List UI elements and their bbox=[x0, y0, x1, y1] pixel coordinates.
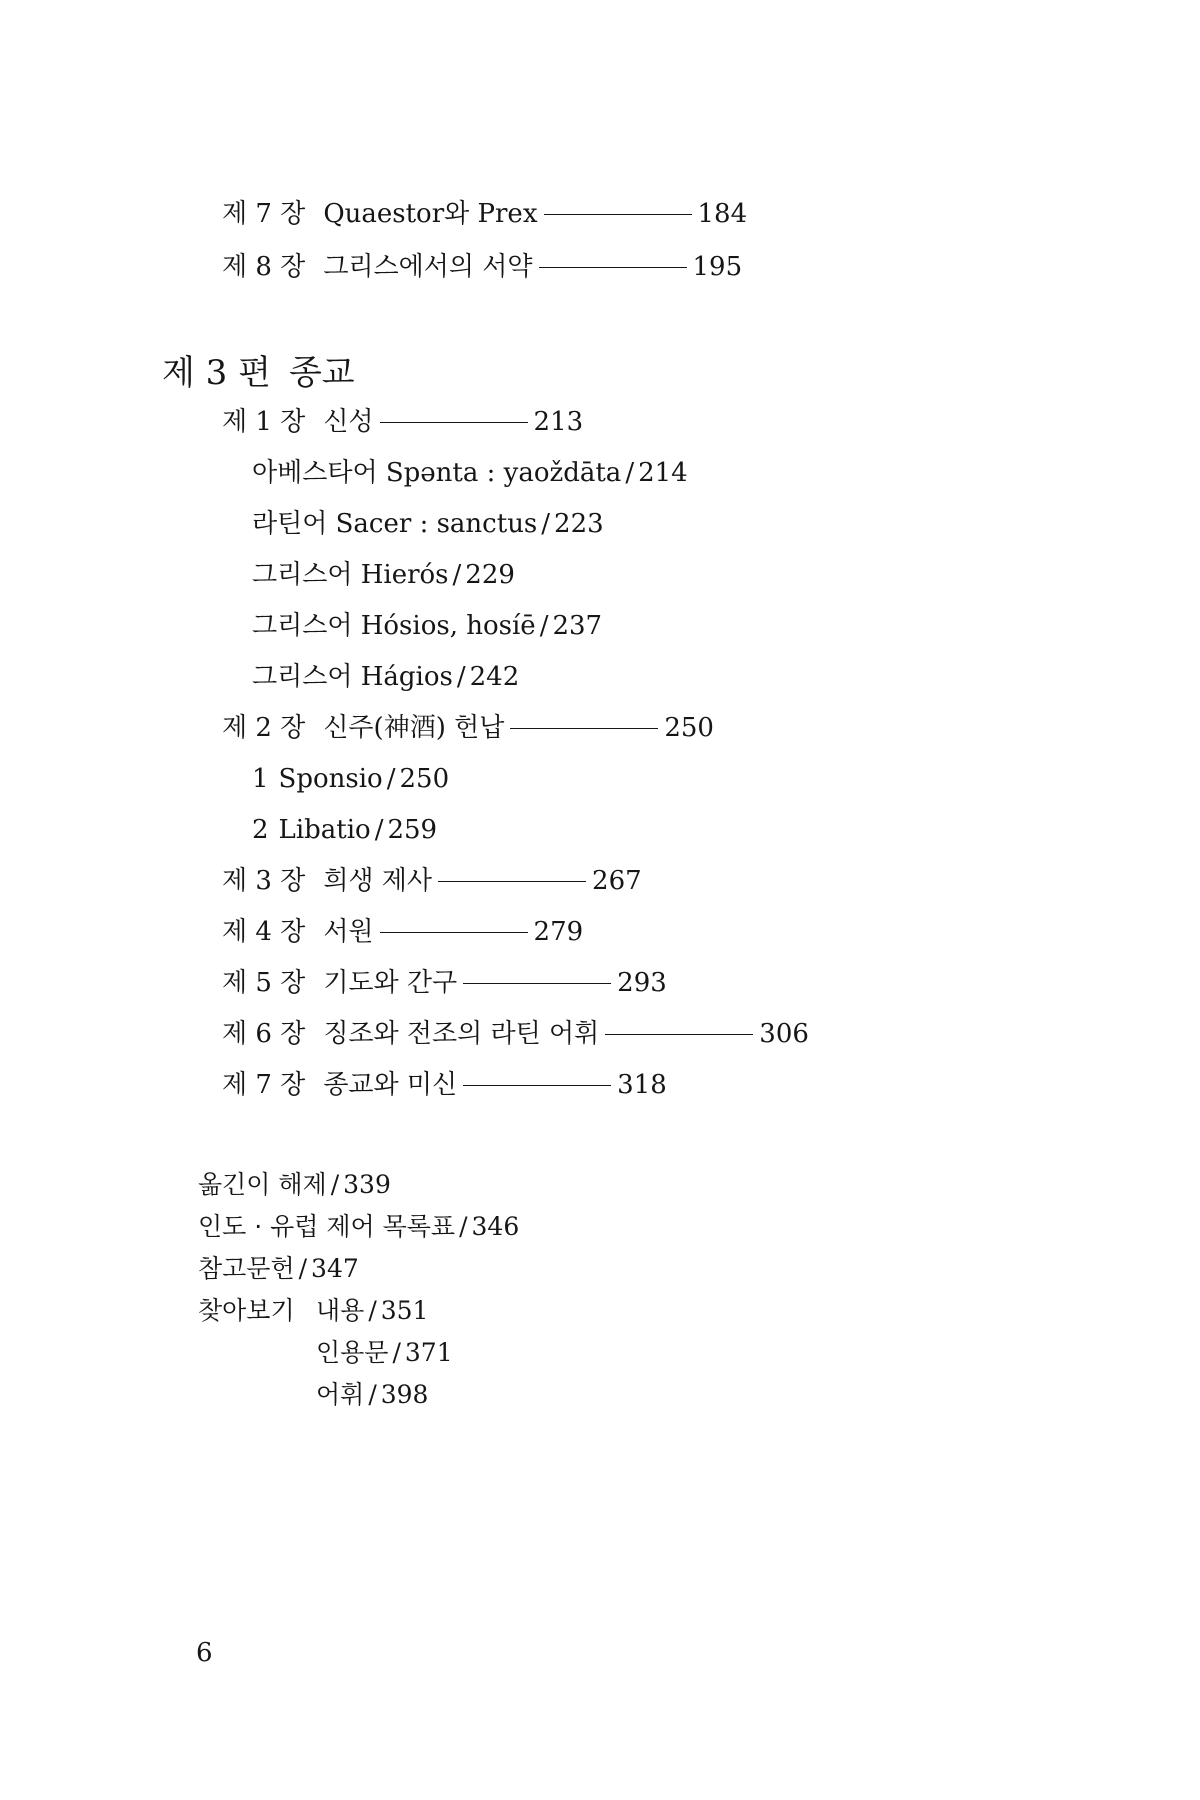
section-page: 237 bbox=[552, 611, 603, 641]
toc-chapter bbox=[222, 1072, 667, 1098]
chapter-label: 제 3 장 bbox=[222, 866, 306, 896]
leader-line bbox=[438, 881, 586, 882]
section-title: 그리스어 Hósios, hosíē bbox=[252, 611, 536, 641]
toc-appendix-item: 옮긴이 해제 / 339 bbox=[198, 1170, 391, 1199]
chapter-label: 제 4 장 bbox=[222, 917, 306, 947]
appendix-title: 찾아보기 bbox=[198, 1296, 295, 1325]
chapter-title: 종교와 미신 bbox=[323, 1070, 458, 1100]
toc-appendix-item: 찾아보기 내용 / 351 bbox=[198, 1296, 429, 1325]
leader-line bbox=[380, 932, 528, 933]
chapter-page: 250 bbox=[664, 713, 714, 743]
toc-section: 그리스어 Hágios / 242 bbox=[252, 662, 520, 692]
toc-section: 그리스어 Hósios, hosíē / 237 bbox=[252, 611, 603, 641]
chapter-label: 제 8 장 bbox=[222, 252, 306, 282]
leader-line bbox=[605, 1034, 753, 1035]
section-page: 242 bbox=[469, 662, 520, 692]
leader-line bbox=[544, 214, 692, 215]
section-page: 250 bbox=[399, 764, 450, 794]
section-page: 259 bbox=[387, 815, 438, 845]
toc-appendix-subitem: 인용문 / 371 bbox=[316, 1338, 453, 1367]
section-page: 229 bbox=[465, 560, 515, 590]
chapter-page: 267 bbox=[592, 866, 642, 896]
part-title: 종교 bbox=[288, 353, 355, 393]
section-title: 아베스타어 Spənta : yaoždāta bbox=[252, 458, 622, 488]
appendix-title: 참고문헌 bbox=[198, 1254, 295, 1283]
index-subentry-title: 어휘 bbox=[316, 1380, 365, 1409]
appendix-page: 339 bbox=[343, 1170, 391, 1199]
chapter-page: 195 bbox=[692, 252, 743, 282]
chapter-page: 318 bbox=[617, 1070, 667, 1100]
appendix-page: 347 bbox=[311, 1254, 359, 1283]
toc-section: 1 Sponsio / 250 bbox=[252, 764, 450, 794]
chapter-page: 184 bbox=[697, 199, 748, 229]
index-subentry-title: 인용문 bbox=[316, 1338, 389, 1367]
toc-section: 2 Libatio / 259 bbox=[252, 815, 438, 845]
toc-chapter bbox=[222, 409, 583, 435]
chapter-title: 신주(神酒) 헌납 bbox=[323, 713, 505, 743]
section-number: 1 bbox=[252, 764, 269, 794]
toc-chapter bbox=[222, 1021, 809, 1047]
toc-appendix-subitem: 어휘 / 398 bbox=[316, 1380, 429, 1409]
chapter-title: 기도와 간구 bbox=[323, 968, 458, 998]
leader-line bbox=[463, 1085, 611, 1086]
leader-line bbox=[539, 267, 687, 268]
toc-section: 그리스어 Hierós / 229 bbox=[252, 560, 515, 590]
toc-chapter bbox=[222, 254, 742, 280]
part-label: 제 3 편 bbox=[162, 353, 271, 393]
chapter-label: 제 5 장 bbox=[222, 968, 306, 998]
section-title: 그리스어 Hierós bbox=[252, 560, 449, 590]
toc-chapter bbox=[222, 919, 583, 945]
section-title: 그리스어 Hágios bbox=[252, 662, 453, 692]
chapter-label: 제 6 장 bbox=[222, 1019, 306, 1049]
leader-line bbox=[380, 422, 528, 423]
appendix-title: 옮긴이 해제 bbox=[198, 1170, 327, 1199]
chapter-label: 제 7 장 bbox=[222, 1070, 306, 1100]
section-title: Sponsio bbox=[278, 764, 383, 794]
toc-chapter bbox=[222, 868, 642, 894]
index-subentry-page: 398 bbox=[380, 1380, 429, 1409]
toc-chapter bbox=[222, 715, 714, 741]
chapter-title: 서원 bbox=[323, 917, 374, 947]
toc-section: 아베스타어 Spənta : yaoždāta / 214 bbox=[252, 458, 688, 488]
appendix-title: 인도 · 유럽 제어 목록표 bbox=[198, 1212, 456, 1241]
toc-chapter bbox=[222, 201, 747, 227]
chapter-title: Quaestor와 Prex bbox=[323, 199, 538, 229]
toc-part-heading bbox=[162, 353, 355, 393]
chapter-title: 그리스에서의 서약 bbox=[323, 252, 533, 282]
chapter-page: 279 bbox=[533, 917, 584, 947]
page-number: 6 bbox=[196, 1638, 213, 1668]
chapter-label: 제 7 장 bbox=[222, 199, 306, 229]
chapter-page: 306 bbox=[759, 1019, 809, 1049]
chapter-title: 신성 bbox=[323, 407, 374, 437]
index-subentry-title: 내용 bbox=[316, 1296, 365, 1325]
chapter-page: 293 bbox=[617, 968, 667, 998]
section-page: 223 bbox=[554, 509, 604, 539]
chapter-title: 징조와 전조의 라틴 어휘 bbox=[323, 1019, 600, 1049]
index-subentry-page: 351 bbox=[380, 1296, 429, 1325]
toc-appendix-item: 참고문헌 / 347 bbox=[198, 1254, 359, 1283]
toc-section: 라틴어 Sacer : sanctus / 223 bbox=[252, 509, 604, 539]
chapter-page: 213 bbox=[533, 407, 584, 437]
leader-line bbox=[510, 728, 658, 729]
leader-line bbox=[463, 983, 611, 984]
section-page: 214 bbox=[638, 458, 688, 488]
chapter-label: 제 1 장 bbox=[222, 407, 306, 437]
section-title: Libatio bbox=[278, 815, 371, 845]
section-number: 2 bbox=[252, 815, 269, 845]
appendix-page: 346 bbox=[471, 1212, 520, 1241]
toc-chapter bbox=[222, 970, 667, 996]
chapter-label: 제 2 장 bbox=[222, 713, 306, 743]
chapter-title: 희생 제사 bbox=[323, 866, 433, 896]
section-title: 라틴어 Sacer : sanctus bbox=[252, 509, 538, 539]
index-subentry-page: 371 bbox=[404, 1338, 453, 1367]
toc-appendix-item: 인도 · 유럽 제어 목록표 / 346 bbox=[198, 1212, 520, 1241]
